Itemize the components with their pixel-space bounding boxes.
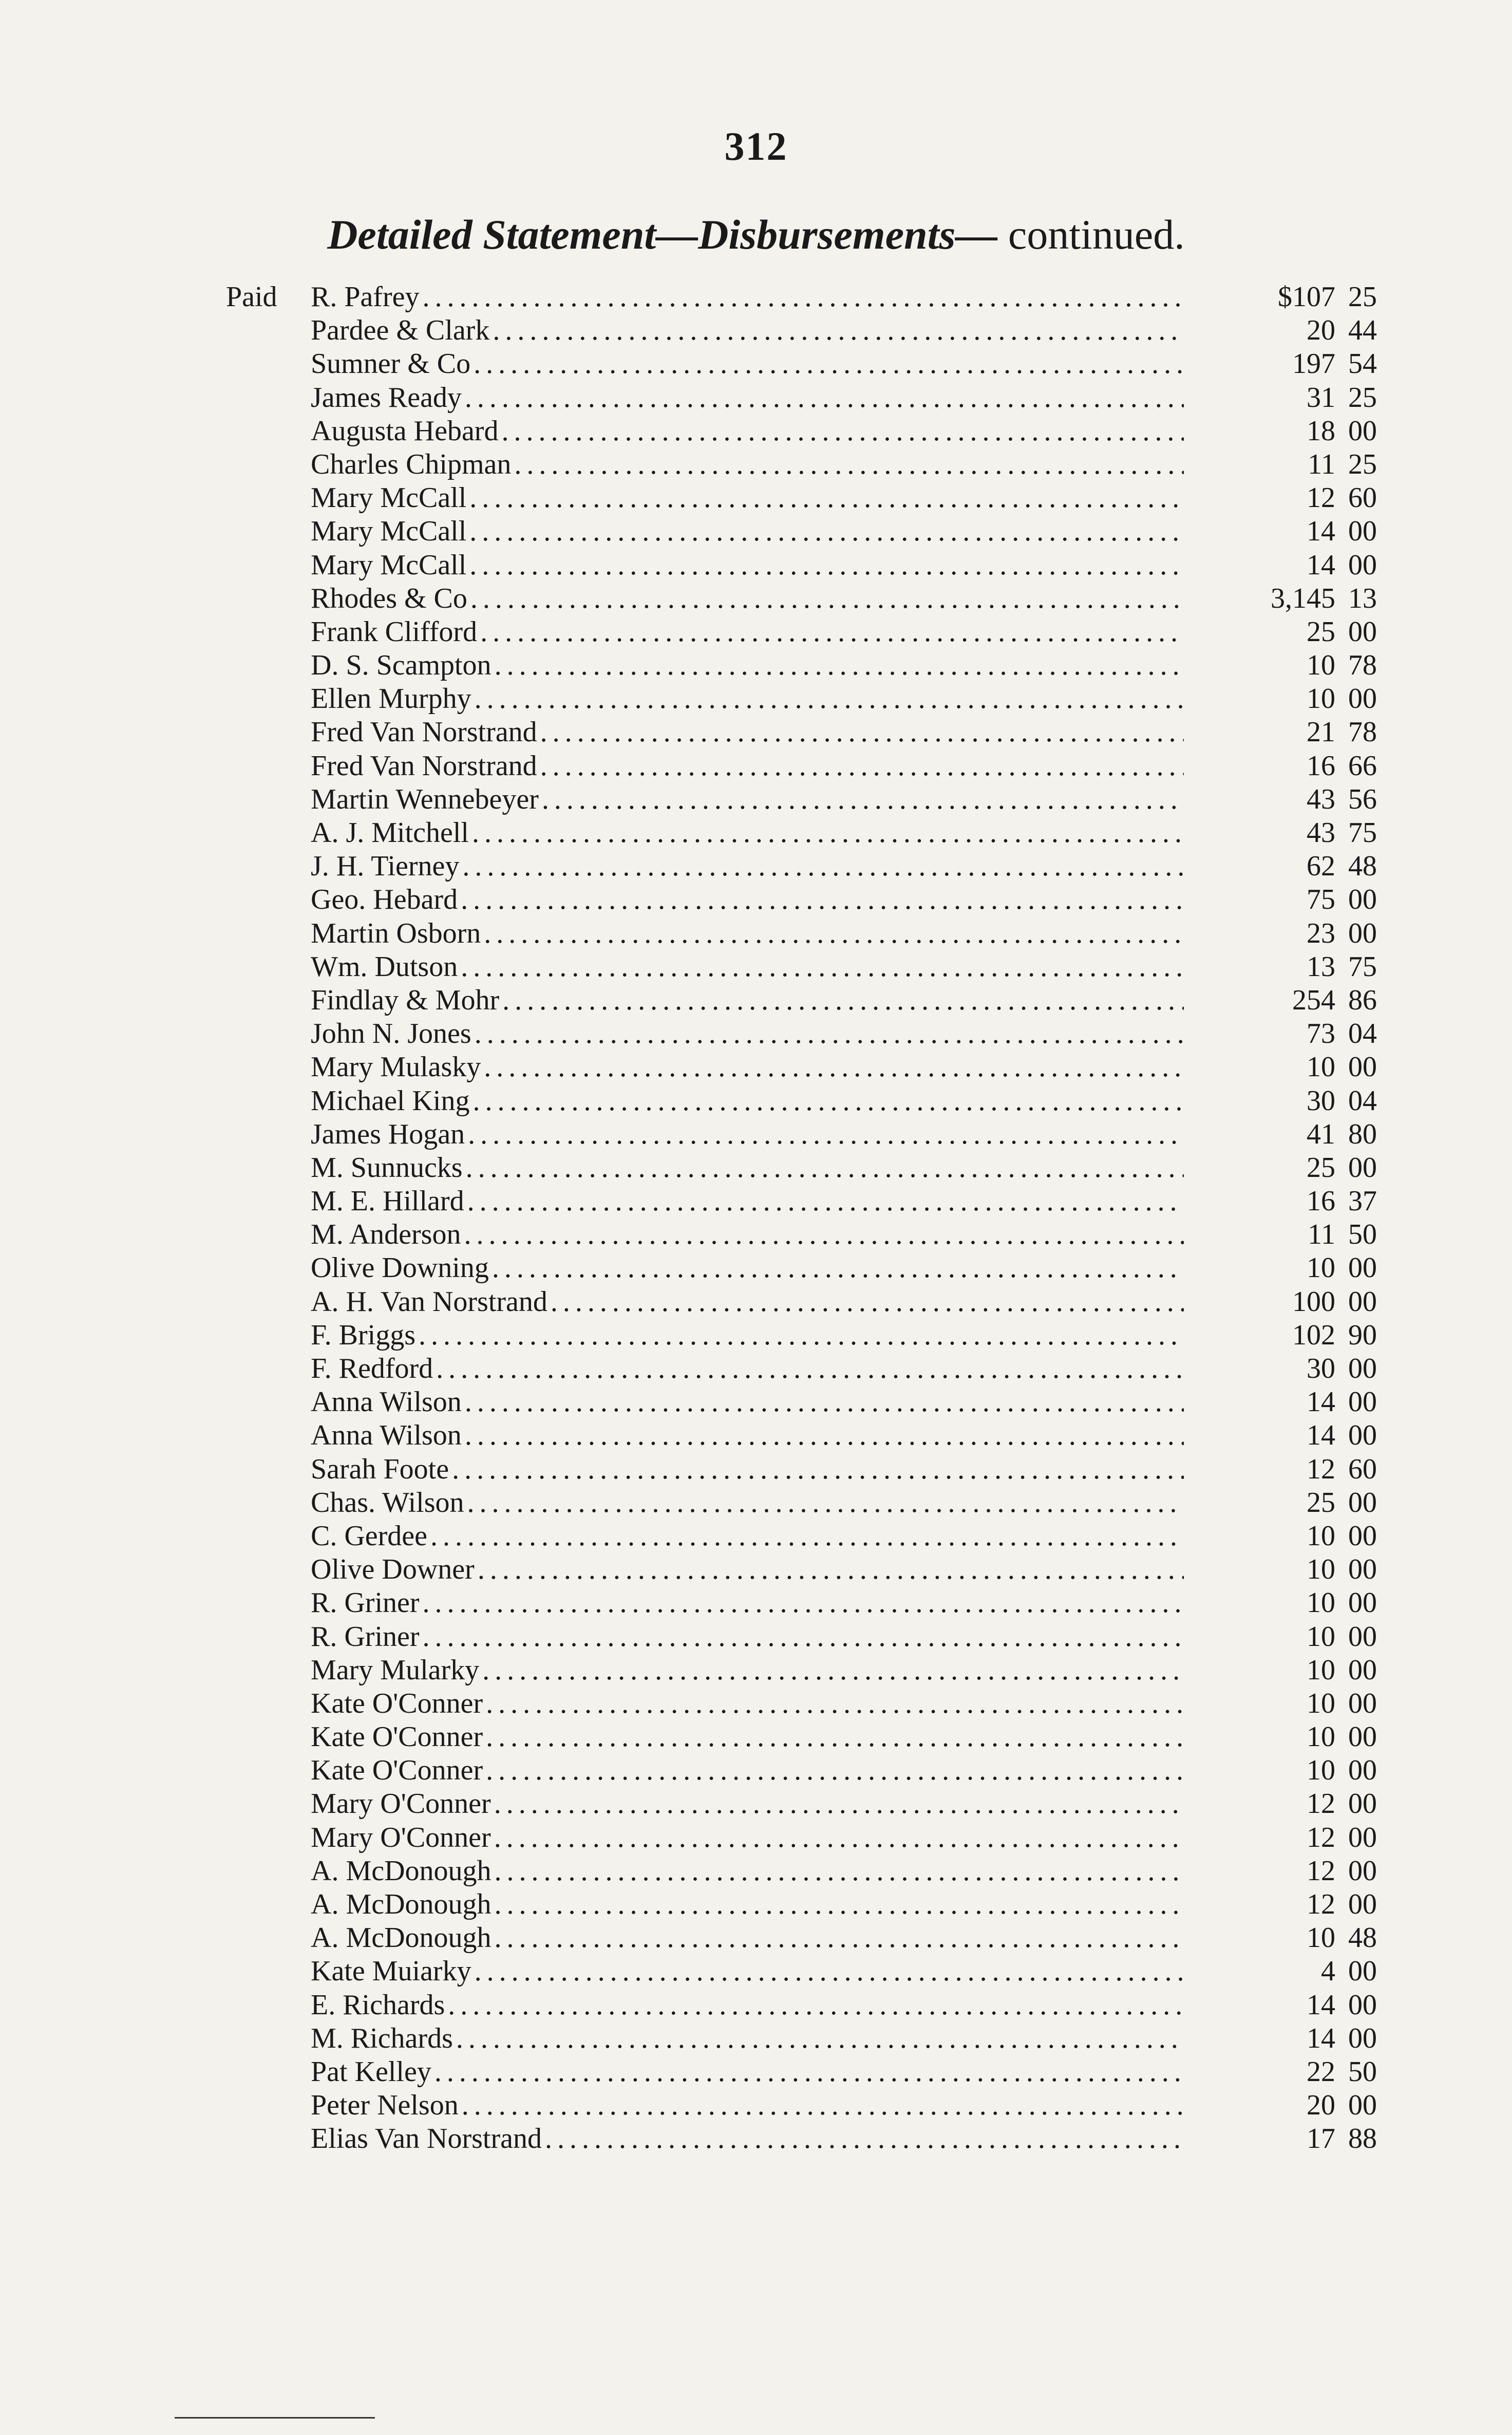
entry-name-leader [311,415,1184,448]
entry-name: R. Griner [311,1587,423,1619]
list-item [226,750,1387,783]
entry-name: E. Richards [311,1989,448,2021]
entry-name: Martin Wennebeyer [311,783,542,815]
entry-cents: 13 [1348,582,1377,614]
entry-cents: 78 [1348,649,1377,682]
list-item [226,381,1387,415]
entry-cents: 00 [1348,515,1377,548]
list-item [226,515,1387,548]
entry-dollars: 17 [1307,2123,1335,2155]
entry-name-leader [311,1151,1184,1185]
entry-dollars: 10 [1307,1520,1335,1552]
entry-dollars: 25 [1307,1151,1335,1184]
entry-cents: 00 [1348,1486,1377,1519]
entry-dollars: 31 [1307,381,1335,414]
entry-cents: 00 [1348,415,1377,447]
entry-cents: 75 [1348,817,1377,849]
entry-name-leader [311,1620,1184,1654]
entry-cents: 00 [1348,1955,1377,1988]
list-item [226,649,1387,682]
list-item [226,314,1387,347]
entry-name-leader [311,1185,1184,1218]
list-item [226,1787,1387,1821]
entry-name: Wm. Dutson [311,951,461,983]
entry-dollars: 20 [1307,2089,1335,2122]
entry-name: Chas. Wilson [311,1487,467,1519]
list-item [226,917,1387,950]
entry-name-leader [311,2089,1184,2122]
entry-dollars: 14 [1307,1386,1335,1418]
list-item [226,1453,1387,1486]
entry-dollars: 10 [1307,1687,1335,1719]
entry-name: J. H. Tierney [311,850,462,882]
entry-dollars: 10 [1307,1754,1335,1787]
entry-cents: 00 [1348,1989,1377,2021]
entry-name-leader [311,1586,1184,1620]
entry-name: R. Pafrey [311,281,423,313]
entry-cents: 00 [1348,1888,1377,1920]
entry-name: Kate O'Conner [311,1688,486,1719]
list-item [226,1084,1387,1118]
entry-name: Anna Wilson [311,1386,465,1418]
entry-dollars: 12 [1307,1788,1335,1820]
entry-dollars: 10 [1307,1051,1335,1083]
entry-name: Olive Downing [311,1252,492,1284]
list-item [226,1185,1387,1218]
list-item [226,1419,1387,1452]
entry-name-leader [311,2122,1184,2156]
list-item [226,1118,1387,1151]
entry-dollars: 25 [1307,1486,1335,1519]
entry-name: Mary McCall [311,482,469,514]
entry-dollars: 10 [1307,1252,1335,1284]
entry-name: Anna Wilson [311,1419,465,1451]
entry-dollars: 10 [1307,1620,1335,1653]
entry-dollars: 11 [1308,1219,1335,1251]
entry-name: Ellen Murphy [311,683,475,715]
entry-dollars: 3,145 [1271,582,1335,614]
entry-cents: 00 [1348,1553,1377,1586]
entry-cents: 37 [1348,1185,1377,1218]
entry-dollars: 21 [1307,716,1335,748]
entry-name: Mary McCall [311,515,469,547]
entry-name-leader [311,649,1184,682]
entry-cents: 48 [1348,1922,1377,1954]
entry-cents: 78 [1348,716,1377,748]
entry-cents: 50 [1348,2055,1377,2088]
entry-name: James Ready [311,382,465,414]
entry-dollars: 13 [1307,950,1335,983]
list-item [226,1955,1387,1988]
entry-dollars: 75 [1307,884,1335,916]
entry-cents: 04 [1348,1018,1377,1050]
entry-name: Augusta Hebard [311,415,501,447]
entry-cents: 00 [1348,1587,1377,1619]
entry-cents: 00 [1348,1821,1377,1853]
list-item [226,1921,1387,1955]
entry-name: Elias Van Norstrand [311,2123,545,2155]
entry-name: A. McDonough [311,1855,495,1887]
entry-name-leader [311,280,1184,314]
entry-name-leader [311,1888,1184,1921]
entry-dollars: 18 [1307,415,1335,447]
list-item [226,1754,1387,1787]
entry-dollars: 25 [1307,615,1335,648]
list-item [226,615,1387,649]
list-item [226,1821,1387,1855]
list-item [226,2089,1387,2122]
entry-dollars: 22 [1307,2055,1335,2088]
entry-name: Fred Van Norstrand [311,750,540,782]
entry-name: John N. Jones [311,1018,475,1050]
entry-name-leader [311,850,1184,883]
page-number: 312 [724,124,788,168]
entry-cents: 00 [1348,683,1377,715]
entry-name: M. Sunnucks [311,1152,466,1184]
list-item [226,1051,1387,1084]
entry-name: D. S. Scampton [311,649,495,681]
entry-name-leader [311,1855,1184,1888]
entry-cents: 54 [1348,348,1377,380]
list-item [226,1151,1387,1185]
entry-name: Rhodes & Co [311,583,470,614]
entry-cents: 80 [1348,1118,1377,1150]
entry-cents: 88 [1348,2123,1377,2155]
entry-name: Mary Mularky [311,1654,482,1686]
entry-name-leader [311,549,1184,582]
entry-cents: 00 [1348,884,1377,916]
entry-name-leader [311,950,1184,984]
list-item [226,280,1387,314]
entry-name-leader [311,1486,1184,1520]
header-continued: continued. [997,211,1185,258]
entry-dollars: $107 [1278,281,1335,313]
list-item [226,783,1387,816]
list-item [226,549,1387,582]
entry-dollars: 12 [1307,1855,1335,1887]
list-item [226,1520,1387,1553]
entry-cents: 00 [1348,1754,1377,1787]
entry-cents: 50 [1348,1219,1377,1251]
entry-dollars: 4 [1321,1955,1335,1988]
entry-cents: 04 [1348,1084,1377,1117]
entry-cents: 00 [1348,1386,1377,1418]
entry-name-leader [311,1285,1184,1319]
entry-name-leader [311,1352,1184,1385]
entry-name-leader [311,1520,1184,1553]
entry-name: Mary McCall [311,549,469,581]
entry-name-leader [311,917,1184,950]
entry-cents: 60 [1348,1453,1377,1485]
list-item [226,1385,1387,1419]
header-title: Detailed Statement—Disbursements— [327,211,998,258]
entry-dollars: 16 [1307,1185,1335,1218]
list-item [226,1654,1387,1687]
entry-cents: 56 [1348,783,1377,815]
entry-name: A. McDonough [311,1888,495,1920]
entry-dollars: 62 [1307,850,1335,883]
list-item [226,415,1387,448]
entry-name-leader [311,582,1184,615]
entry-name: R. Griner [311,1621,423,1653]
entry-name-leader [311,1787,1184,1821]
entry-name-leader [311,1319,1184,1352]
entry-name: Sumner & Co [311,348,474,380]
page-header [0,211,1512,259]
entry-cents: 90 [1348,1319,1377,1351]
entry-name-leader [311,448,1184,481]
entry-dollars: 11 [1308,448,1335,480]
list-item [226,816,1387,850]
entry-cents: 00 [1348,1687,1377,1719]
entry-dollars: 197 [1292,348,1335,380]
entry-cents: 66 [1348,750,1377,782]
list-item [226,1888,1387,1921]
entry-name-leader [311,515,1184,548]
entry-name: A. McDonough [311,1922,495,1954]
entry-name-leader [311,2055,1184,2089]
entry-name: M. Richards [311,2022,456,2054]
entry-cents: 48 [1348,850,1377,883]
entry-dollars: 100 [1292,1285,1335,1318]
entry-dollars: 16 [1307,750,1335,782]
list-item [226,347,1387,381]
entry-name-leader [311,1989,1184,2022]
list-item [226,1553,1387,1586]
entry-dollars: 14 [1307,1419,1335,1452]
entry-dollars: 102 [1292,1319,1335,1351]
list-item [226,1586,1387,1620]
entry-name-leader [311,1654,1184,1687]
entry-cents: 00 [1348,549,1377,581]
entry-cents: 00 [1348,1051,1377,1083]
entry-name-leader [311,1017,1184,1051]
entry-name-leader [311,682,1184,716]
entry-cents: 00 [1348,1252,1377,1284]
entry-cents: 25 [1348,381,1377,414]
entry-cents: 00 [1348,1419,1377,1452]
list-item [226,682,1387,716]
entry-name-leader [311,1553,1184,1586]
entry-name: Martin Osborn [311,917,484,949]
list-item [226,2055,1387,2089]
entry-dollars: 14 [1307,1989,1335,2021]
entry-name-leader [311,1687,1184,1720]
entry-cents: 00 [1348,917,1377,949]
entry-name-leader [311,816,1184,850]
entry-dollars: 12 [1307,1453,1335,1485]
entry-name-leader [311,1754,1184,1787]
entry-cents: 00 [1348,2022,1377,2054]
entry-name-leader [311,1955,1184,1988]
entry-name-leader [311,750,1184,783]
entry-name-leader [311,883,1184,916]
entry-name: Olive Downer [311,1553,478,1585]
entry-name-leader [311,1385,1184,1419]
entry-dollars: 30 [1307,1353,1335,1384]
entry-dollars: 10 [1307,1654,1335,1686]
list-item [226,1319,1387,1352]
entry-dollars: 41 [1307,1118,1335,1150]
list-item [226,1017,1387,1051]
list-item [226,1352,1387,1385]
entry-name: Mary O'Conner [311,1822,494,1853]
list-item [226,984,1387,1017]
entry-cents: 00 [1348,615,1377,648]
entry-name: Pat Kelley [311,2056,434,2088]
entry-name-leader [311,716,1184,749]
entry-dollars: 14 [1307,515,1335,548]
entry-name-leader [311,1453,1184,1486]
entry-name-leader [311,347,1184,381]
list-item [226,950,1387,984]
entry-name: A. J. Mitchell [311,817,472,849]
entry-dollars: 254 [1292,984,1335,1016]
list-item [226,1285,1387,1319]
entry-name: Findlay & Mohr [311,984,502,1016]
entry-name-leader [311,1118,1184,1151]
entry-cents: 00 [1348,1721,1377,1753]
list-item [226,448,1387,481]
entry-cents: 86 [1348,984,1377,1016]
entry-cents: 25 [1348,281,1377,313]
entry-name: Peter Nelson [311,2089,462,2121]
entry-name-leader [311,1251,1184,1285]
list-item [226,582,1387,615]
entry-name-leader [311,314,1184,347]
entry-cents: 00 [1348,1855,1377,1887]
entry-cents: 00 [1348,2089,1377,2122]
disbursement-list [226,280,1387,2156]
entry-name: M. E. Hillard [311,1185,467,1217]
entry-name: A. H. Van Norstrand [311,1286,551,1318]
entry-name: Mary Mulasky [311,1051,484,1083]
entry-name: M. Anderson [311,1219,464,1250]
entry-name: Kate O'Conner [311,1721,486,1753]
entry-dollars: 73 [1307,1018,1335,1050]
entry-cents: 00 [1348,1285,1377,1318]
entry-name-leader [311,381,1184,415]
entry-name: Kate O'Conner [311,1754,486,1786]
entry-cents: 00 [1348,1620,1377,1653]
entry-cents: 25 [1348,448,1377,480]
entry-name: Charles Chipman [311,448,514,480]
entry-cents: 60 [1348,482,1377,514]
entry-name: Michael King [311,1085,472,1117]
entry-dollars: 23 [1307,917,1335,949]
list-item [226,2122,1387,2156]
entry-name: C. Gerdee [311,1520,430,1552]
entry-name: Pardee & Clark [311,314,493,346]
entry-dollars: 10 [1307,683,1335,715]
entry-prefix: Paid [226,281,277,313]
entry-name: James Hogan [311,1118,468,1150]
entry-name: Sarah Foote [311,1453,452,1485]
entry-dollars: 10 [1307,1922,1335,1954]
entry-name: Fred Van Norstrand [311,716,540,748]
list-item [226,1687,1387,1720]
list-item [226,1486,1387,1520]
entry-dollars: 14 [1307,549,1335,581]
entry-name: F. Redford [311,1353,436,1384]
entry-dollars: 10 [1307,1721,1335,1753]
entry-cents: 00 [1348,1654,1377,1686]
entry-name-leader [311,1084,1184,1118]
entry-cents: 00 [1348,1151,1377,1184]
list-item [226,716,1387,749]
entry-name-leader [311,1051,1184,1084]
list-item [226,1720,1387,1754]
entry-dollars: 10 [1307,1553,1335,1586]
entry-name-leader [311,1218,1184,1251]
entry-name-leader [311,2022,1184,2055]
entry-dollars: 10 [1307,649,1335,682]
list-item [226,481,1387,515]
entry-name: F. Briggs [311,1319,419,1351]
entry-dollars: 14 [1307,2022,1335,2054]
entry-dollars: 12 [1307,1821,1335,1853]
entry-name-leader [311,481,1184,515]
list-item [226,850,1387,883]
entry-cents: 00 [1348,1788,1377,1820]
entry-cents: 44 [1348,314,1377,347]
entry-cents: 00 [1348,1520,1377,1552]
entry-name: Geo. Hebard [311,884,461,915]
list-item [226,2022,1387,2055]
entry-name-leader [311,783,1184,816]
entry-dollars: 30 [1307,1084,1335,1117]
entry-name: Frank Clifford [311,616,480,648]
list-item [226,1218,1387,1251]
entry-name-leader [311,1419,1184,1452]
entry-name-leader [311,984,1184,1017]
entry-dollars: 43 [1307,817,1335,849]
entry-name-leader [311,1720,1184,1754]
list-item [226,1251,1387,1285]
list-item [226,883,1387,916]
entry-dollars: 12 [1307,1888,1335,1920]
footer-rule [175,2417,375,2419]
entry-name-leader [311,1821,1184,1855]
entry-name-leader [311,615,1184,649]
entry-cents: 00 [1348,1353,1377,1384]
entry-dollars: 20 [1307,314,1335,347]
entry-dollars: 10 [1307,1587,1335,1619]
list-item [226,1620,1387,1654]
entry-cents: 75 [1348,950,1377,983]
entry-name: Mary O'Conner [311,1788,494,1820]
list-item [226,1855,1387,1888]
entry-dollars: 43 [1307,783,1335,815]
entry-name: Kate Muiarky [311,1955,475,1987]
entry-name-leader [311,1921,1184,1955]
entry-dollars: 12 [1307,482,1335,514]
list-item [226,1989,1387,2022]
